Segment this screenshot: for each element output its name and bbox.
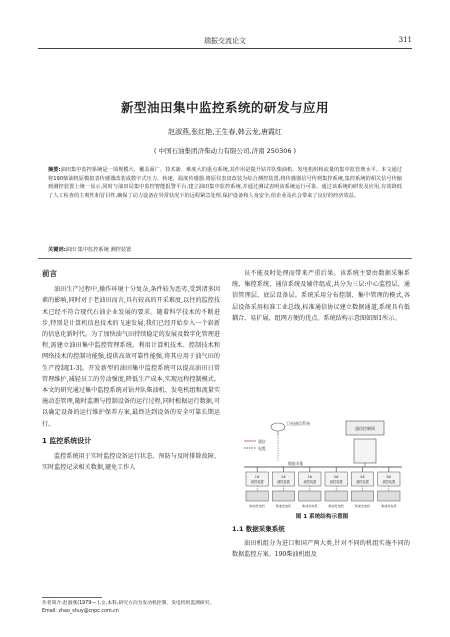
engine-icon — [351, 491, 373, 501]
author-email: Email: zhao_shuy@cnpc.com.cn — [42, 608, 119, 614]
author-note: 作者简介:赵淑燕(1979— ),女,本科,研究方向为发动机控制、发电机组监测研究。 — [42, 601, 215, 606]
subsection-1-1-heading: 1.1 数据采集系统 — [232, 525, 285, 533]
keywords-label: 关键词: — [48, 247, 66, 253]
unit-group — [246, 467, 400, 508]
keywords — [48, 246, 402, 253]
collect-label: 数据采集 — [288, 461, 304, 466]
central-label: 通信控制网 — [355, 426, 375, 431]
unit-label: 测控装置 — [277, 480, 290, 484]
page-number: 311 — [398, 36, 412, 44]
engine-label: 柴油发电机 — [381, 504, 397, 508]
engine-label: 柴油发电机 — [328, 504, 344, 508]
satellite-label: 卫星通信系统 — [286, 421, 310, 426]
abstract — [48, 166, 402, 200]
unit-number: 3# — [307, 475, 313, 479]
journal-name: 瑞振交流论文 — [204, 37, 246, 45]
header-rule — [38, 48, 412, 49]
subsection-1-1-paragraph: 油田机组分为进口和国产两大类,针对不同的机组实施不同的数据监控方案。190柴油机组及 — [232, 540, 410, 559]
abstract-text: 油田集中监控系统是一项规模大、覆盖面广、技术新、难度大的重点系统,其作用是提升钻井队柴油机、发电机组和流量的集中监管理水平。本文通过将190柴油机原模拟表传感器改装成数字式压力、转速、温度传感器,将原仪表盘改装为综合测控装置,将传感器信号传到集控系统,集控系统的相关信号传输到测控装置上统一显示,同时与油田局集中监控智能报警平台,建立油田集中监控系统,并通过测试表明该系统运行可靠。通过该系统的研发及应用,有效降低了人工检查的主观性和冒目性,确保了动力设备在异常状况下的远程紧急处理,保护设备和人身安全,给企业及社会带来了良好的经济效益。 — [48, 167, 402, 199]
footnote-rule — [42, 597, 102, 598]
system-structure-figure — [238, 417, 408, 510]
engine-label: 柴油发电机 — [249, 504, 265, 508]
left-column — [42, 268, 220, 473]
engine-icon — [378, 491, 400, 501]
unit-number: 6# — [386, 475, 392, 479]
right-column — [232, 268, 410, 324]
unit-number: 1# — [254, 475, 260, 479]
engine-icon — [272, 491, 294, 501]
legend-comm-label: 通信 — [258, 439, 266, 444]
section-1-heading: 1 监控系统设计 — [42, 436, 92, 445]
abstract-label: 摘要: — [48, 167, 61, 173]
unit-number: 5# — [360, 475, 365, 479]
engine-label: 柴油发电机 — [354, 504, 371, 508]
server-rack — [354, 439, 376, 463]
intro-paragraph: 油田生产过程中,操作环境十分复杂,条件较为恶劣,受到诸多因素的影响,同时对于老油田而言,具有较高的开采难度,以往的监控技术已经不符合现代石油企业发展的要求。随着科学技术的不断进步,特别是计算机信息技术的飞速发展,我们已经开始步入一个崭新的信息化新时代。为了加快油气田持续稳定的发展及数字化管理进程,需建立油田集中监控管理系统。利用计算机技术、控制技术和网络技术的控制功能强,提供高效可靠性能强,将其应用于油气田的生产控制[1-3]。开发新型的油田集中监控系统可以提高油田日常管理维护,减轻员工的劳动强度,降低生产成本,实现远程控制模式。本文的研究通过集中监控系统对钻井队柴油机、发电机组和流量实施动态管理,随时监测与控制设备的运行过程,同时根据运行数据,可以确定设备的运行维护保养方案,最终达到设备的安全可靠长期运行。 — [42, 286, 220, 428]
figure-caption: 图 1 系统结构示意图 — [295, 514, 349, 520]
unit-number: 4# — [333, 475, 339, 479]
unit-number: 2# — [281, 475, 286, 479]
engine-icon — [325, 491, 347, 501]
affiliation: ( 中国石油集团济柴动力有限公司,济南 250306 ) — [153, 147, 297, 155]
satellite-icon — [271, 423, 285, 435]
unit-label: 测控装置 — [303, 480, 317, 484]
authors: 赵淑燕,张红艳,王生春,韩云龙,唐霞红 — [168, 128, 282, 136]
unit-label: 测控装置 — [382, 480, 396, 484]
section-divider — [38, 258, 412, 259]
unit-label: 测控装置 — [356, 480, 369, 484]
engine-icon — [299, 491, 321, 501]
engine-icon — [246, 491, 268, 501]
section-1-paragraph: 监控系统用于实时监控设备运行状态、预防与及时排除故障、实时监控记录相关数据,避免工作人 — [42, 453, 220, 472]
legend-cable-label: 电缆 — [258, 446, 266, 451]
footnote — [42, 600, 220, 615]
subsection-1-1-body — [232, 538, 410, 560]
paper-title: 新型油田集中监控系统的研发与应用 — [120, 100, 329, 115]
engine-label: 柴油发电机 — [275, 504, 292, 508]
unit-label: 测控装置 — [329, 480, 343, 484]
right-paragraph: 员不能及时处理而带来严重后果。该系统主要由数据采集系统、集控系统、通信系统及辅伴组成,共分为三层:中心监控层、通信管理层、底层设备层。系统采用分布控制、集中管理的模式,各层设备采用标准工业总线,标准通信协议建立数据通道,系统具有低耦合、易扩展、组网方便的优点。系统结构示意图如图1所示。 — [232, 270, 410, 322]
engine-label: 柴油发电机 — [302, 504, 318, 508]
keywords-text: 油田 集中监控系统 测控装置 — [65, 247, 132, 253]
unit-label: 测控装置 — [250, 480, 264, 484]
intro-heading: 前言 — [42, 269, 57, 278]
